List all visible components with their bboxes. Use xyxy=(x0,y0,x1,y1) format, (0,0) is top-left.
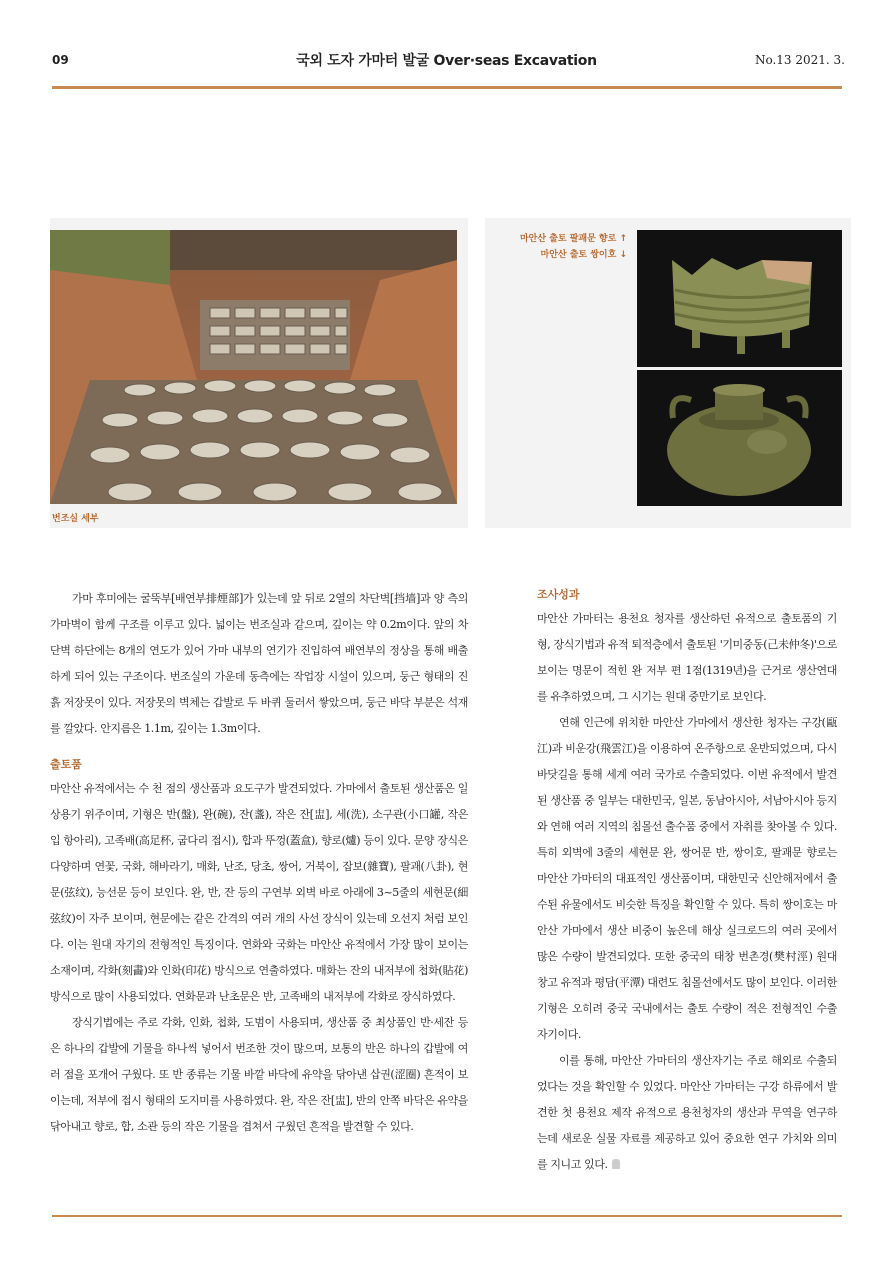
kiln-photo-caption: 번조실 세부 xyxy=(52,514,99,524)
excavated-items-heading: 출토품 xyxy=(50,758,82,771)
header-divider xyxy=(52,86,842,89)
research-results-heading: 조사성과 xyxy=(537,588,580,601)
double-eared-jar-photo xyxy=(637,370,842,506)
exhaust-section-paragraph: 가마 후미에는 굴뚝부[배연부排煙部]가 있는데 앞 뒤로 2열의 차단벽[挡墙]과 양 측의 가마벽이 함께 구조를 이루고 있다. 넓이는 번조실과 같으며, 깊이는 약 0.2m이다. 앞의 차단벽 하단에는 8개의 연도가 있어 가마 내부의 연기가 진입하여 배연부의 정상을 통해 배출하게 되어 있는 구조이다. 번조실의 가운데 동측에는 작업장 시설이 있으며, 둥근 형태의 진흙 저장못이 있다. 저장못의 벽체는 갑발로 두 바퀴 둘러서 쌓았으며, 둥근 바닥 부분은 석재를 깔았다. 안지름은 1.1m, 깊이는 1.3m이다. xyxy=(50,592,468,735)
kiln-firing-chamber-photo xyxy=(50,230,457,504)
jar-illustration xyxy=(637,370,842,506)
issue-number: No.13 2021. 3. xyxy=(754,53,845,67)
jar-photo-caption: 마안산 출토 쌍이호 ↓ xyxy=(540,250,627,260)
censer-photo-caption: 마안산 출토 팔괘문 향로 ↑ xyxy=(519,234,627,244)
magazine-section-title: 국외 도자 가마터 발굴 Over·seas Excavation xyxy=(296,53,597,69)
footer-divider xyxy=(52,1215,842,1217)
end-mark-icon xyxy=(612,1159,620,1169)
dating-paragraph: 마안산 가마터는 용천요 청자를 생산하던 유적으로 출토품의 기형, 장식기법과 유적 퇴적층에서 출토된 '기미중동(己未仲冬)'으로 보이는 명문이 적힌 완 저부 편 1점(1319년)을 근거로 생산연대를 유추하였으며, 그 시기는 원대 중만기로 보인다. xyxy=(537,612,837,703)
page-number: 09 xyxy=(52,53,69,67)
left-text-column xyxy=(50,586,468,1140)
censer-illustration xyxy=(637,230,842,367)
kiln-photo-illustration xyxy=(50,230,457,504)
conclusion-paragraph: 이를 통해, 마안산 가마터의 생산자기는 주로 해외로 수출되었다는 것을 확인할 수 있었다. 마안산 가마터는 구강 하류에서 발견한 첫 용천요 제작 유적으로 용천청자의 생산과 무역을 연구하는데 새로운 실물 자료를 제공하고 있어 중요한 연구 가치와 의미를 지니고 있다. xyxy=(537,1054,837,1171)
excavated-items-paragraph: 마안산 유적에서는 수 천 점의 생산품과 요도구가 발견되었다. 가마에서 출토된 생산품은 일상용기 위주이며, 기형은 반(盤), 완(碗), 잔(盞), 작은 잔[盅], 세(洗), 소구관(小口罐, 작은 입 항아리), 고족배(高足杯, 굽다리 접시), 합과 뚜껑(蓋盒), 향로(爐) 등이 있다. 문양 장식은 다양하며 연꽃, 국화, 해바라기, 매화, 난조, 당초, 쌍어, 거북이, 잡보(雜寶), 팔괘(八卦), 현문(弦纹), 능선문 등이 보인다. 완, 반, 잔 등의 구연부 외벽 바로 아래에 3~5줄의 세현문(細弦纹)이 자주 보이며, 현문에는 같은 간격의 여러 개의 사선 장식이 있는데 오선지 처럼 보인다. 이는 원대 자기의 전형적인 특징이다. 연화와 국화는 마안산 유적에서 가장 많이 보이는 소재이며, 각화(刻畵)와 인화(印花) 방식으로 연출하였다. 매화는 잔의 내저부에 첩화(貼花) 방식으로 많이 사용되었다. 연화문과 난초문은 반, 고족배의 내저부에 각화로 장식하였다. xyxy=(50,782,468,1003)
export-paragraph: 연해 인근에 위치한 마안산 가마에서 생산한 청자는 구강(甌江)과 비운강(飛雲江)을 이용하여 온주항으로 운반되었으며, 다시 바닷길을 통해 세계 여러 국가로 수출되었다. 이번 유적에서 발견된 생산품 중 일부는 대한민국, 일본, 동남아시아, 서남아시아 등지와 연해 여러 지역의 침몰선 출수품 중에서 자취를 찾아볼 수 있다. 특히 외벽에 3줄의 세현문 완, 쌍어문 반, 쌍이호, 팔괘문 향로는 마안산 가마터의 대표적인 생산품이며, 대한민국 신안해저에서 출수된 유물에서도 비슷한 특징을 확인할 수 있다. 특히 쌍이호는 마안산 가마에서 생산 비중이 높은데 해상 실크로드의 여러 곳에서 많은 수량이 발견되었다. 또한 중국의 태창 번촌경(樊村涇) 원대 창고 유적과 평담(平潭) 대련도 침몰선에서도 많이 보인다. 이러한 기형은 오히려 중국 국내에서는 출토 수량이 적은 전형적인 수출 자기이다. xyxy=(537,716,837,1041)
right-text-column xyxy=(537,586,837,1178)
decoration-technique-paragraph: 장식기법에는 주로 각화, 인화, 첩화, 도범이 사용되며, 생산품 중 최상품인 반·세잔 등은 하나의 갑발에 기물을 하나씩 넣어서 번조한 것이 많으며, 보통의 반은 하나의 갑발에 여러 점을 포개어 구웠다. 또 반 종류는 기물 바깥 바닥에 유약을 닦아낸 삽권(涩圈) 흔적이 보이는데, 저부에 접시 형태의 도지미를 사용하였다. 완, 작은 잔[盅], 반의 안쪽 바닥은 유약을 닦아내고 향로, 합, 소관 등의 작은 기물을 겹쳐서 구웠던 흔적을 발견할 수 있다. xyxy=(50,1016,468,1133)
trigram-censer-photo xyxy=(637,230,842,367)
